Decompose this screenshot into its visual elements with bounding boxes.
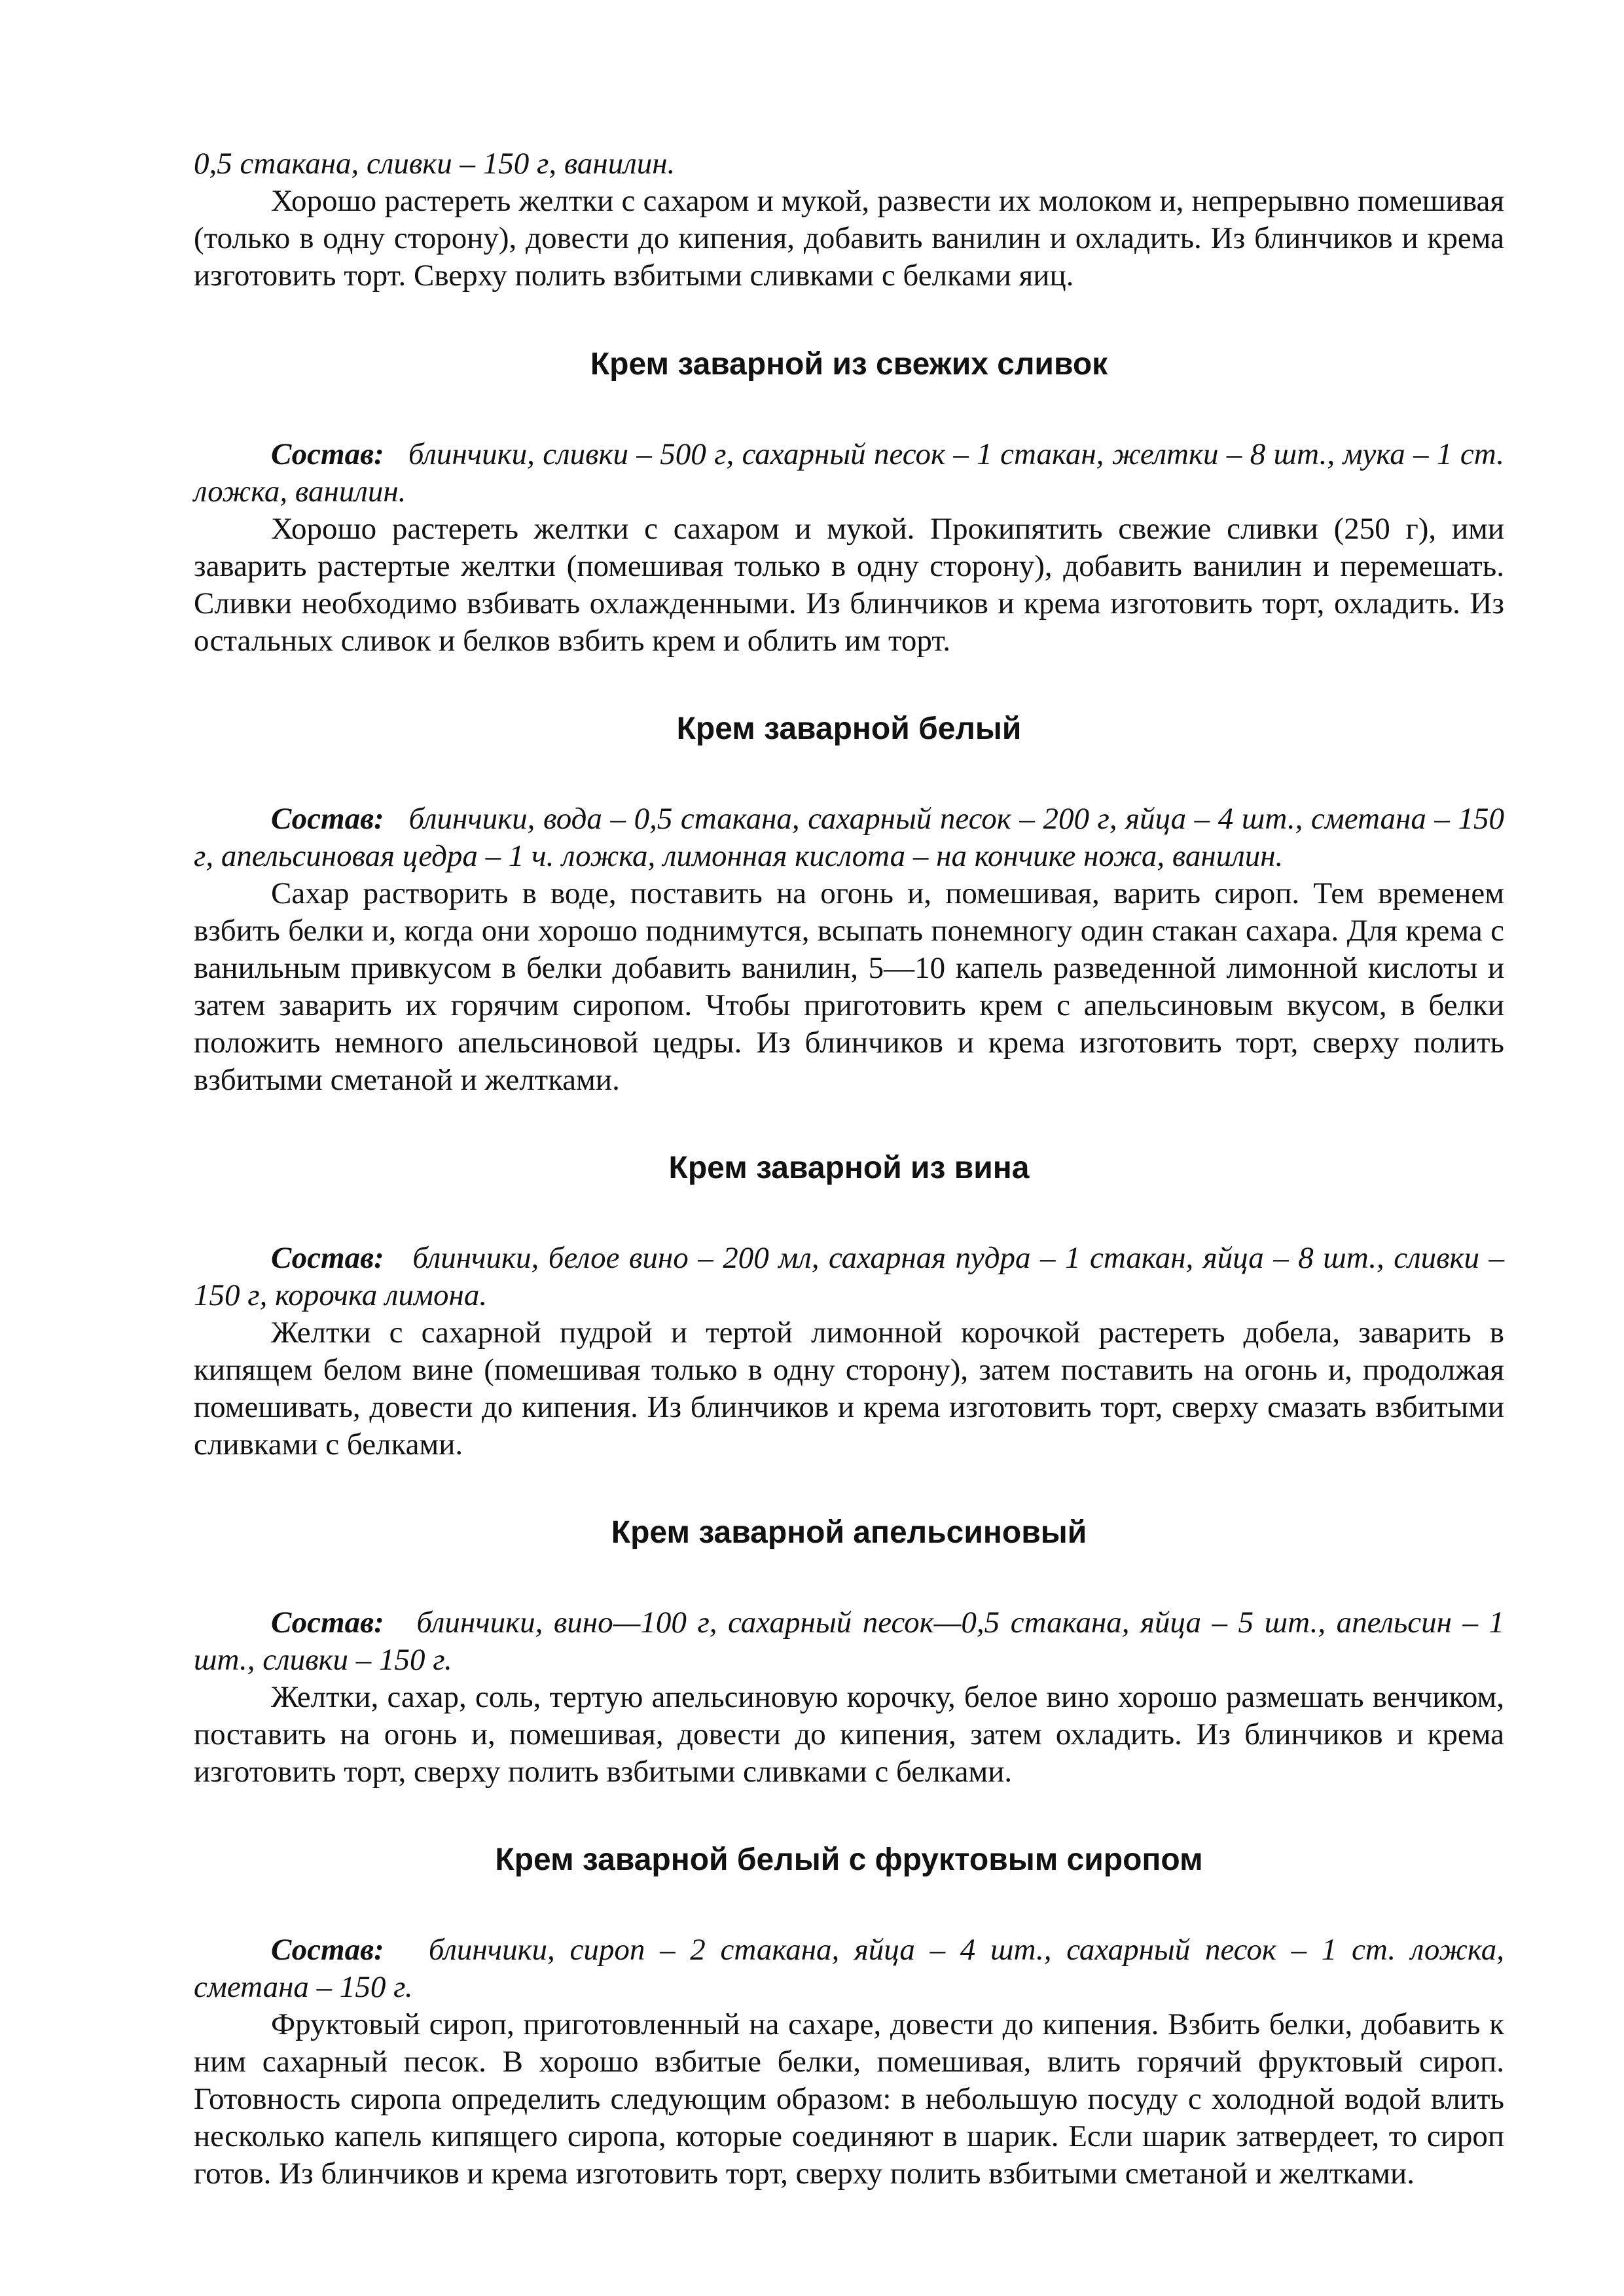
document-page (194, 145, 1504, 2193)
ingredients-label: Состав: (271, 1605, 384, 1640)
ingredients-label: Состав: (271, 437, 384, 471)
recipe-ingredients (194, 1604, 1504, 1679)
recipe-ingredients (194, 1240, 1504, 1314)
recipe-2 (194, 710, 1504, 1099)
ingredients-text: блинчики, вода – 0,5 стакана, сахарный песок – 200 г, яйца – 4 шт., сметана – 150 г, апельсиновая цедра – 1 ч. ложка, лимонная кислота – на кончике ножа, ванилин. (194, 802, 1504, 873)
ingredients-text: блинчики, белое вино – 200 мл, сахарная пудра – 1 стакан, яйца – 8 шт., сливки – 150 г, корочка лимона. (194, 1241, 1504, 1312)
recipe-method: Сахар растворить в воде, поставить на огонь и, помешивая, варить сироп. Тем временем взбить белки и, когда они хорошо поднимутся, всыпать понемногу один стакан сахара. Для крема с ванильным привкусом в белки добавить ванилин, 5—10 капель разведенной лимонной кислоты и затем заварить их горячим сиропом. Чтобы приготовить крем с апельсиновым вкусом, в белки положить немного апельсиновой цедры. Из блинчиков и крема изготовить торт, сверху полить взбитыми сметаной и желтками. (194, 876, 1504, 1097)
recipe-1 (194, 346, 1504, 660)
ingredients-label: Состав: (271, 1933, 384, 1967)
ingredients-text: блинчики, сироп – 2 стакана, яйца – 4 шт., сахарный песок – 1 ст. ложка, сметана – 150 г. (194, 1933, 1504, 2004)
recipe-5 (194, 1841, 1504, 2193)
ingredients-label: Состав: (271, 1241, 384, 1275)
intro-ingredients-tail: 0,5 стакана, сливки – 150 г, ванилин. (194, 147, 676, 181)
recipe-method: Желтки, сахар, соль, тертую апельсиновую корочку, белое вино хорошо размешать венчиком, поставить на огонь и, помешивая, довести до кипения, затем охладить. Из блинчиков и крема изготовить торт, сверху полить взбитыми сливками с белками. (194, 1680, 1504, 1789)
recipe-method: Хорошо растереть желтки с сахаром и мукой. Прокипятить свежие сливки (250 г), ими заварить растертые желтки (помешивая только в одну сторону), добавить ванилин и перемешать. Сливки необходимо взбивать охлажденными. Из блинчиков и крема изготовить торт, охладить. Из остальных сливок и белков взбить крем и облить им торт. (194, 512, 1504, 658)
recipe-title: Крем заварной из вина (668, 1151, 1030, 1185)
ingredients-label: Состав: (271, 802, 384, 836)
recipe-title: Крем заварной белый (676, 711, 1022, 746)
recipe-title: Крем заварной белый с фруктовым сиропом (495, 1842, 1203, 1877)
recipe-method: Фруктовый сироп, приготовленный на сахаре, довести до кипения. Взбить белки, добавить к ним сахарный песок. В хорошо взбитые белки, помешивая, влить горячий фруктовый сироп. Готовность сиропа определить следующим образом: в небольшую посуду с холодной водой влить несколько капель кипящего сиропа, которые соединяют в шарик. Если шарик затвердеет, то сироп готов. Из блинчиков и крема изготовить торт, сверху полить взбитыми сметаной и желтками. (194, 2007, 1504, 2191)
recipe-ingredients (194, 800, 1504, 875)
recipe-4 (194, 1514, 1504, 1791)
ingredients-text: блинчики, вино—100 г, сахарный песок—0,5 стакана, яйца – 5 шт., апельсин – 1 шт., сливки – 150 г. (194, 1605, 1505, 1677)
intro-method: Хорошо растереть желтки с сахаром и мукой, развести их молоком и, непрерывно помешивая (только в одну сторону), довести до кипения, добавить ванилин и охладить. Из блинчиков и крема изготовить торт. Сверху полить взбитыми сливками с белками яиц. (194, 184, 1504, 293)
recipe-3 (194, 1149, 1504, 1463)
recipe-ingredients (194, 436, 1504, 511)
ingredients-text: блинчики, сливки – 500 г, сахарный песок – 1 стакан, желтки – 8 шт., мука – 1 ст. ложка, ванилин. (194, 437, 1504, 509)
recipe-title: Крем заварной апельсиновый (611, 1515, 1087, 1550)
recipe-title: Крем заварной из свежих сливок (590, 347, 1108, 382)
recipe-ingredients (194, 1931, 1504, 2006)
recipe-method: Желтки с сахарной пудрой и тертой лимонной корочкой растереть добела, заварить в кипящем белом вине (помешивая только в одну сторону), затем поставить на огонь и, продолжая помешивать, довести до кипения. Из блинчиков и крема изготовить торт, сверху смазать взбитыми сливками с белками. (194, 1316, 1504, 1462)
